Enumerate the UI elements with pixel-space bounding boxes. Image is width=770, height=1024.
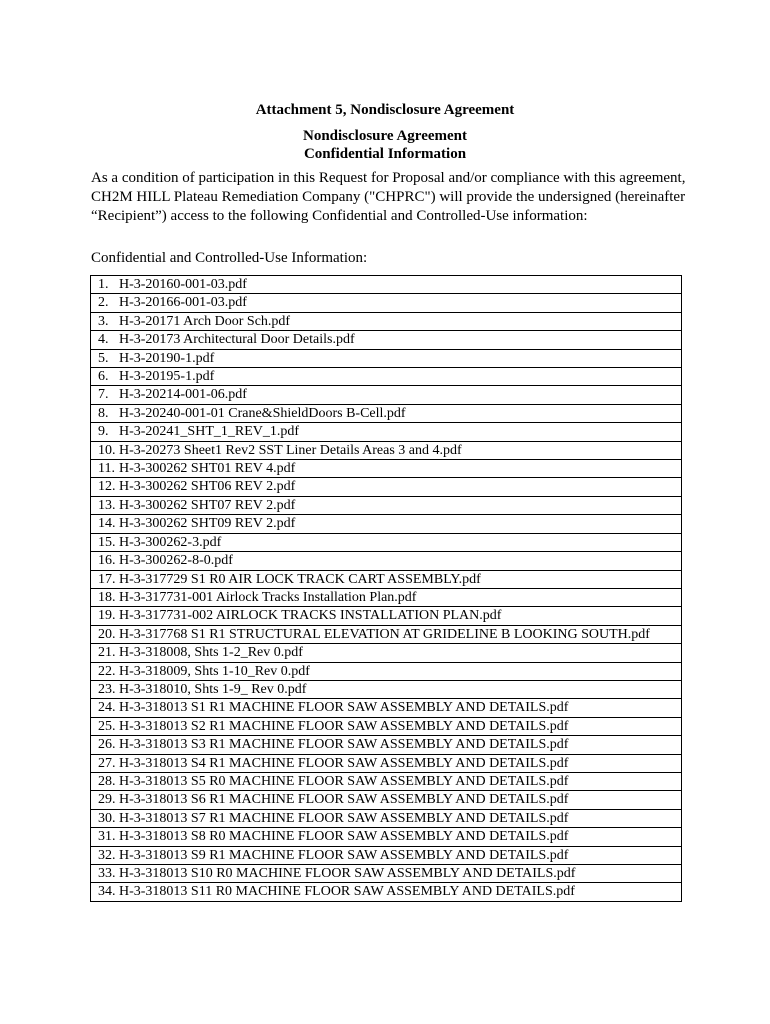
file-list-item [91, 460, 681, 478]
file-item-name: H-3-318013 S7 R1 MACHINE FLOOR SAW ASSEMBLY AND DETAILS.pdf [119, 810, 569, 826]
file-list-item [91, 405, 681, 423]
file-item-name: H-3-318013 S1 R1 MACHINE FLOOR SAW ASSEMBLY AND DETAILS.pdf [119, 700, 569, 716]
file-item-name: H-3-20173 Architectural Door Details.pdf [119, 332, 355, 348]
file-item-number: 33. [98, 866, 116, 881]
file-item-name: H-3-318009, Shts 1-10_Rev 0.pdf [119, 663, 310, 679]
file-item-number: 20. [98, 626, 116, 642]
file-list-item [91, 644, 681, 662]
file-item-number: 29. [98, 792, 116, 808]
file-list-item [91, 718, 681, 736]
file-item-number: 12. [98, 479, 116, 495]
file-item-name: H-3-300262-8-0.pdf [119, 553, 233, 569]
file-list-table [90, 275, 682, 902]
file-item-name: H-3-20166-001-03.pdf [119, 295, 247, 311]
file-list-item [91, 276, 681, 294]
file-item-number: 14. [98, 516, 116, 532]
file-item-name: H-3-318013 S3 R1 MACHINE FLOOR SAW ASSEMBLY AND DETAILS.pdf [119, 737, 569, 753]
file-list-item [91, 681, 681, 699]
file-item-number: 4. [98, 332, 109, 348]
file-list-item [91, 386, 681, 404]
file-item-number: 34. [98, 884, 116, 900]
file-item-name: H-3-317768 S1 R1 STRUCTURAL ELEVATION AT GRIDELINE B LOOKING SOUTH.pdf [119, 626, 650, 642]
file-list-item [91, 755, 681, 773]
file-item-name: H-3-318013 S11 R0 MACHINE FLOOR SAW ASSEMBLY AND DETAILS.pdf [119, 884, 575, 900]
file-item-name: H-3-318013 S4 R1 MACHINE FLOOR SAW ASSEMBLY AND DETAILS.pdf [119, 755, 569, 771]
file-item-number: 23. [98, 681, 116, 697]
file-list-item [91, 791, 681, 809]
file-list-item [91, 847, 681, 865]
file-item-number: 15. [98, 534, 116, 550]
file-list-item [91, 589, 681, 607]
file-list-item [91, 865, 681, 883]
file-item-name: H-3-20171 Arch Door Sch.pdf [119, 313, 291, 329]
file-item-number: 25. [98, 718, 116, 734]
file-item-number: 27. [98, 755, 116, 771]
file-item-name: H-3-20160-001-03.pdf [119, 277, 247, 292]
intro-paragraph: As a condition of participation in this Request for Proposal and/or compliance with this agreement, CH2M HILL Plateau Remediation Company ("CHPRC") will provide the undersigned (hereinafter “Recipient”) access to the following Confidential and Controlled-Use information: [91, 170, 686, 224]
file-item-number: 7. [98, 387, 109, 403]
file-item-name: H-3-20240-001-01 Crane&ShieldDoors B-Cell.pdf [119, 405, 406, 421]
confidential-info-title: Confidential Information [303, 146, 467, 162]
file-item-name: H-3-317731-001 Airlock Tracks Installation Plan.pdf [119, 589, 417, 605]
file-item-name: H-3-300262 SHT09 REV 2.pdf [119, 516, 296, 532]
file-list-item [91, 736, 681, 754]
file-item-number: 9. [98, 424, 109, 440]
file-item-number: 1. [98, 277, 109, 292]
file-list-item [91, 828, 681, 846]
file-item-name: H-3-318008, Shts 1-2_Rev 0.pdf [119, 645, 303, 661]
file-item-number: 13. [98, 497, 116, 513]
file-item-number: 6. [98, 369, 109, 385]
file-item-name: H-3-20190-1.pdf [119, 350, 215, 366]
file-item-name: H-3-318013 S5 R0 MACHINE FLOOR SAW ASSEMBLY AND DETAILS.pdf [119, 773, 569, 789]
list-heading: Confidential and Controlled-Use Information: [91, 250, 368, 266]
file-list-item [91, 626, 681, 644]
file-item-number: 2. [98, 295, 109, 311]
file-item-number: 10. [98, 442, 116, 458]
file-item-number: 31. [98, 829, 116, 845]
file-item-number: 5. [98, 350, 109, 366]
file-item-name: H-3-300262 SHT07 REV 2.pdf [119, 497, 296, 513]
file-item-name: H-3-318010, Shts 1-9_ Rev 0.pdf [119, 681, 307, 697]
file-item-name: H-3-300262 SHT06 REV 2.pdf [119, 479, 296, 495]
file-item-name: H-3-20241_SHT_1_REV_1.pdf [119, 424, 300, 440]
file-item-number: 26. [98, 737, 116, 753]
file-item-number: 18. [98, 589, 116, 605]
file-item-number: 28. [98, 773, 116, 789]
file-item-name: H-3-20195-1.pdf [119, 369, 215, 385]
file-item-number: 24. [98, 700, 116, 716]
file-list-item [91, 497, 681, 515]
file-item-number: 11. [98, 461, 115, 477]
file-list-item [91, 552, 681, 570]
file-list-item [91, 478, 681, 496]
file-item-number: 30. [98, 810, 116, 826]
file-list-item [91, 294, 681, 312]
file-list-item [91, 350, 681, 368]
file-item-number: 32. [98, 847, 116, 863]
file-item-name: H-3-318013 S8 R0 MACHINE FLOOR SAW ASSEMBLY AND DETAILS.pdf [119, 829, 569, 845]
file-item-name: H-3-20214-001-06.pdf [119, 387, 247, 403]
file-list-item [91, 423, 681, 441]
file-list-item [91, 313, 681, 331]
file-list-item [91, 515, 681, 533]
file-list-item [91, 571, 681, 589]
file-item-number: 8. [98, 405, 109, 421]
file-item-number: 17. [98, 571, 116, 587]
file-item-number: 19. [98, 608, 116, 624]
file-item-name: H-3-318013 S9 R1 MACHINE FLOOR SAW ASSEMBLY AND DETAILS.pdf [119, 847, 569, 863]
file-item-name: H-3-20273 Sheet1 Rev2 SST Liner Details Areas 3 and 4.pdf [119, 442, 462, 458]
file-item-name: H-3-317729 S1 R0 AIR LOCK TRACK CART ASSEMBLY.pdf [119, 571, 481, 587]
file-item-number: 3. [98, 313, 109, 329]
file-list-item [91, 663, 681, 681]
file-list-item [91, 331, 681, 349]
file-item-name: H-3-318013 S6 R1 MACHINE FLOOR SAW ASSEMBLY AND DETAILS.pdf [119, 792, 569, 808]
file-list-item [91, 534, 681, 552]
agreement-title: Nondisclosure Agreement [302, 128, 468, 144]
file-item-name: H-3-300262-3.pdf [119, 534, 222, 550]
file-item-name: H-3-317731-002 AIRLOCK TRACKS INSTALLATION PLAN.pdf [119, 608, 502, 624]
file-item-name: H-3-318013 S2 R1 MACHINE FLOOR SAW ASSEMBLY AND DETAILS.pdf [119, 718, 569, 734]
file-item-number: 22. [98, 663, 116, 679]
file-item-number: 21. [98, 645, 116, 661]
file-item-name: H-3-300262 SHT01 REV 4.pdf [119, 461, 296, 477]
file-list-item [91, 699, 681, 717]
file-list-item [91, 810, 681, 828]
file-item-name: H-3-318013 S10 R0 MACHINE FLOOR SAW ASSEMBLY AND DETAILS.pdf [119, 866, 576, 881]
file-list-item [91, 883, 681, 901]
file-list-item [91, 442, 681, 460]
file-list-item [91, 773, 681, 791]
file-list-item [91, 607, 681, 625]
file-item-number: 16. [98, 553, 116, 569]
file-list-item [91, 368, 681, 386]
document-title: Attachment 5, Nondisclosure Agreement [255, 102, 515, 118]
